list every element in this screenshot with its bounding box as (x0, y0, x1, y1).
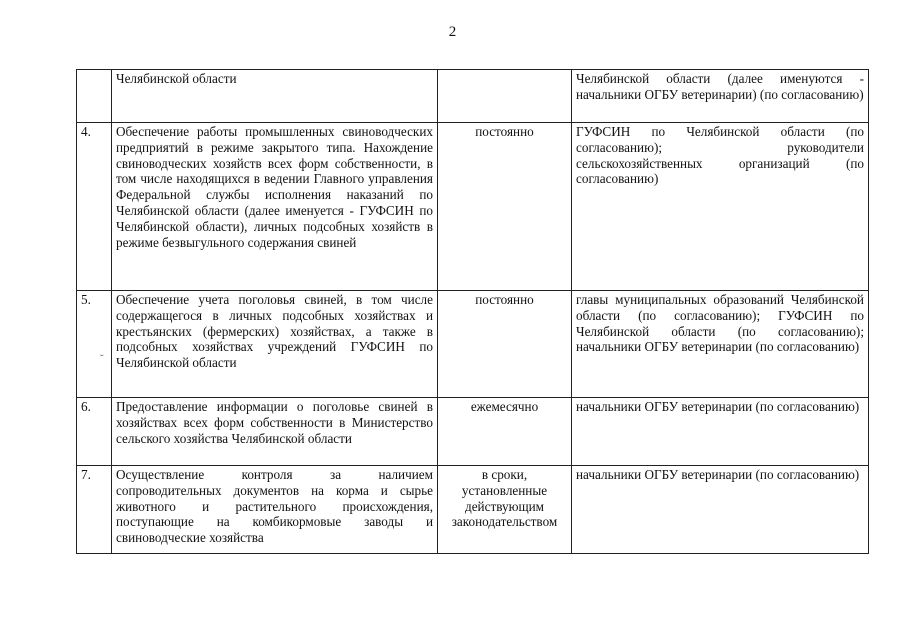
plan-table (76, 69, 869, 554)
term-cell: в сроки, установленные действующим законодательством (438, 466, 572, 554)
responsible-cell: ГУФСИН по Челябинской области (по согласованию); руководители сельскохозяйственных организаций (по согласованию) (572, 123, 869, 291)
table-row (77, 291, 869, 398)
scan-speck: ˘ (100, 353, 104, 365)
term-cell: постоянно (438, 291, 572, 398)
table-row (77, 466, 869, 554)
term-cell (438, 70, 572, 123)
responsible-cell: главы муниципальных образований Челябинской области (по согласованию); ГУФСИН по Челябинской области (по согласованию); начальники ОГБУ ветеринарии (по согласованию) (572, 291, 869, 398)
row-number: 7. (77, 466, 112, 554)
responsible-cell: начальники ОГБУ ветеринарии (по согласованию) (572, 398, 869, 466)
table-row (77, 70, 869, 123)
event-cell: Челябинской области (112, 70, 438, 123)
row-number: 4. (77, 123, 112, 291)
row-number: 5. (77, 291, 112, 398)
responsible-cell: Челябинской области (далее именуются - начальники ОГБУ ветеринарии) (по согласованию) (572, 70, 869, 123)
table-row (77, 123, 869, 291)
row-number (77, 70, 112, 123)
event-cell: Предоставление информации о поголовье свиней в хозяйствах всех форм собственности в Министерство сельского хозяйства Челябинской области (112, 398, 438, 466)
event-cell: Обеспечение учета поголовья свиней, в том числе содержащегося в личных подсобных хозяйствах и крестьянских (фермерских) хозяйствах, а также в подсобных хозяйствах учреждений ГУФСИН по Челябинской области (112, 291, 438, 398)
responsible-cell: начальники ОГБУ ветеринарии (по согласованию) (572, 466, 869, 554)
table-row (77, 398, 869, 466)
page-number: 2 (448, 24, 457, 40)
row-number: 6. (77, 398, 112, 466)
term-cell: постоянно (438, 123, 572, 291)
term-cell: ежемесячно (438, 398, 572, 466)
event-cell: Обеспечение работы промышленных свиноводческих предприятий в режиме закрытого типа. Нахождение свиноводческих хозяйств всех форм собственности, в том числе находящихся в ведении Главного управления Федеральной службы исполнения наказаний по Челябинской области (далее именуется - ГУФСИН по Челябинской области), личных подсобных хозяйств в режиме безвыгульного содержания свиней (112, 123, 438, 291)
event-cell: Осуществление контроля за наличием сопроводительных документов на корма и сырье животного и растительного происхождения, поступающие на комбикормовые заводы и свиноводческие хозяйства (112, 466, 438, 554)
